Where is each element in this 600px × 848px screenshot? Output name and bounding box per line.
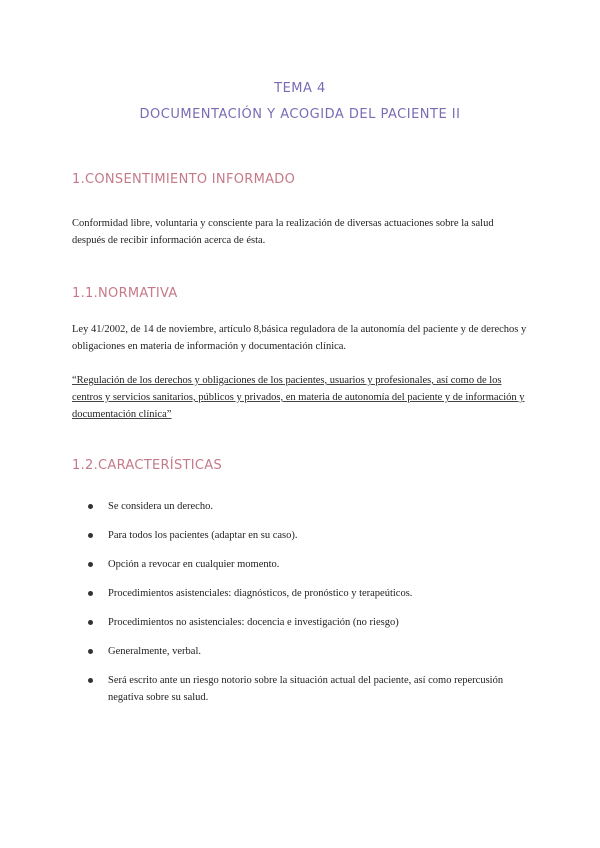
title-topic-number: TEMA 4 xyxy=(274,81,326,96)
list-item-text: Procedimientos asistenciales: diagnósticos, de pronóstico y terapeúticos. xyxy=(108,588,413,599)
paragraph-quote: “Regulación de los derechos y obligaciones de los pacientes, usuarios y profesionales, así como de los centros y servicios sanitarios, públicos y privados, en materia de autonomía del paciente y de información y documentación clínica” xyxy=(72,375,525,420)
bullet-icon xyxy=(88,533,93,538)
list-item xyxy=(72,614,528,631)
list-item xyxy=(72,556,528,573)
characteristics-list xyxy=(72,498,528,718)
list-item xyxy=(72,643,528,660)
heading-caracteristicas: 1.2.CARACTERÍSTICAS xyxy=(72,458,222,473)
title-topic-name: DOCUMENTACIÓN Y ACOGIDA DEL PACIENTE II xyxy=(139,107,461,122)
bullet-icon xyxy=(88,620,93,625)
list-item-text: Procedimientos no asistenciales: docencia e investigación (no riesgo) xyxy=(108,617,399,628)
list-item-text: Generalmente, verbal. xyxy=(108,646,201,657)
list-item-text: Opción a revocar en cualquier momento. xyxy=(108,559,280,570)
bullet-icon xyxy=(88,649,93,654)
bullet-icon xyxy=(88,504,93,509)
bullet-icon xyxy=(88,562,93,567)
list-item xyxy=(72,498,528,515)
list-item-text: Para todos los pacientes (adaptar en su caso). xyxy=(108,530,298,541)
list-item xyxy=(72,672,528,706)
heading-normativa: 1.1.NORMATIVA xyxy=(72,286,178,301)
heading-consentimiento: 1.CONSENTIMIENTO INFORMADO xyxy=(72,172,296,187)
document-title xyxy=(0,76,600,128)
list-item xyxy=(72,527,528,544)
bullet-icon xyxy=(88,591,93,596)
list-item-text: Se considera un derecho. xyxy=(108,501,213,512)
list-item xyxy=(72,585,528,602)
bullet-icon xyxy=(88,678,93,683)
paragraph-definition: Conformidad libre, voluntaria y consciente para la realización de diversas actuaciones sobre la salud después de recibir información acerca de ésta. xyxy=(72,218,494,246)
list-item-text: Será escrito ante un riesgo notorio sobre la situación actual del paciente, así como repercusión negativa sobre su salud. xyxy=(108,675,504,703)
paragraph-ley: Ley 41/2002, de 14 de noviembre, artículo 8,básica reguladora de la autonomía del paciente y de derechos y obligaciones en materia de información y documentación clínica. xyxy=(72,324,527,352)
